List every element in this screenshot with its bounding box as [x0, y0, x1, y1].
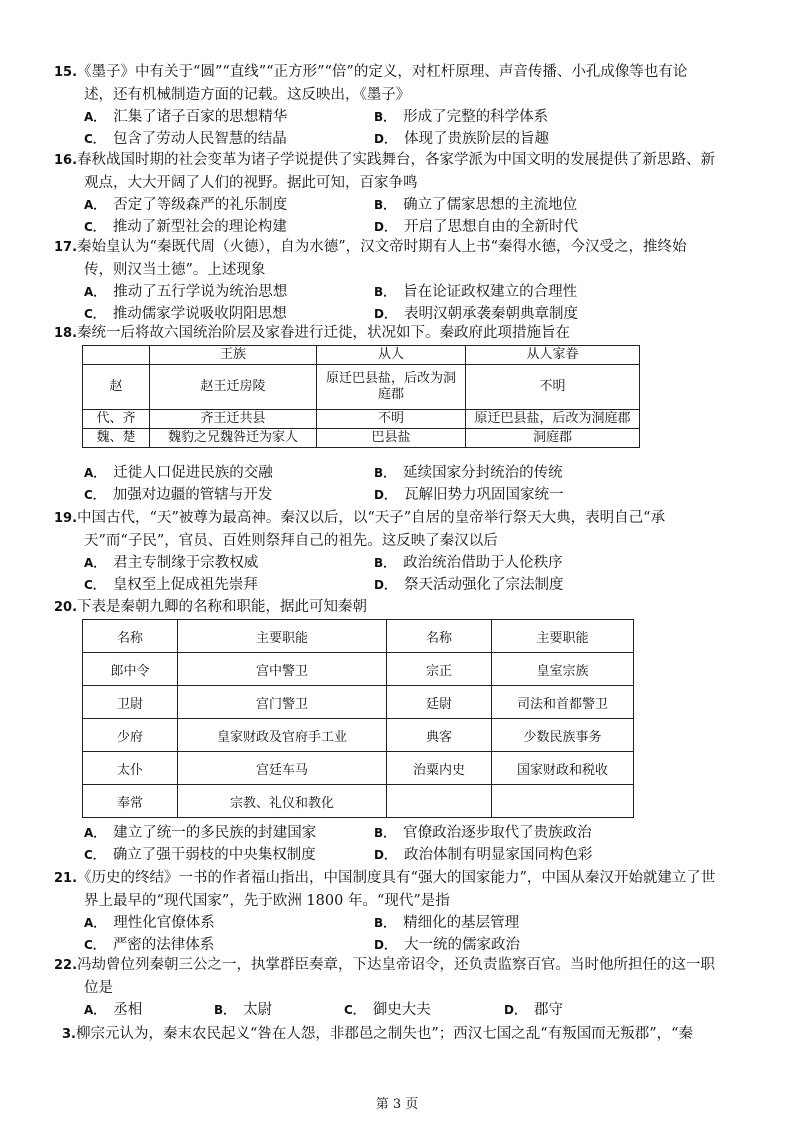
- question-22: [54, 954, 744, 1021]
- table-header-cell: 主要职能: [178, 620, 387, 653]
- question-stem: 21.《历史的终结》一书的作者福山指出，中国制度具有“强大的国家能力”，中国从秦汉开始就建立了世: [54, 870, 716, 886]
- option-c[interactable]: C． 推动儒家学说吸收阴阳思想: [84, 306, 287, 322]
- option-b[interactable]: B． 官僚政治逐步取代了贵族政治: [374, 825, 592, 841]
- question-number: 3.: [62, 1027, 76, 1042]
- question-number: 17.: [54, 240, 78, 255]
- option-c[interactable]: C． 严密的法律体系: [84, 937, 215, 953]
- question-stem-cont: 界上最早的“现代国家”，先于欧洲 1800 年。“现代”是指: [84, 893, 450, 909]
- table-cell: 巴县盐: [317, 429, 466, 448]
- question-23: [62, 1023, 752, 1046]
- table-cell: 洞庭郡: [466, 429, 640, 448]
- table-header-cell: 主要职能: [492, 620, 634, 653]
- table-cell: 治粟内史: [387, 752, 492, 785]
- table-cell: 宗教、礼仪和教化: [178, 785, 387, 818]
- migration-table: [82, 345, 640, 448]
- option-c[interactable]: C． 皇权至上促成祖先崇拜: [84, 577, 258, 593]
- table-cell: 皇家财政及官府手工业: [178, 719, 387, 752]
- table-row: [83, 785, 634, 818]
- table-header-cell: 名称: [387, 620, 492, 653]
- option-a[interactable]: A． 否定了等级森严的礼乐制度: [84, 197, 288, 213]
- table-row: [83, 752, 634, 785]
- table-cell: 国家财政和税收: [492, 752, 634, 785]
- table-cell: 宫中警卫: [178, 653, 387, 686]
- table-cell: [387, 785, 492, 818]
- table-header-cell: 王族: [150, 346, 317, 365]
- table-cell: 魏豹之兄魏咎迁为家人: [150, 429, 317, 448]
- options: [84, 194, 744, 238]
- question-20-options: [54, 822, 744, 866]
- option-c[interactable]: C． 确立了强干弱枝的中央集权制度: [84, 847, 316, 863]
- question-number: 19.: [54, 511, 78, 526]
- table-row: [83, 653, 634, 686]
- options: [84, 822, 744, 866]
- table-cell: 魏、楚: [83, 429, 150, 448]
- table-cell: 不明: [466, 365, 640, 410]
- option-a[interactable]: A． 理性化官僚体系: [84, 915, 215, 931]
- table-cell: 原迁巴县盐，后改为洞庭郡: [466, 410, 640, 429]
- question-19: [54, 507, 744, 596]
- question-18-options: [54, 462, 744, 506]
- table-cell: 少数民族事务: [492, 719, 634, 752]
- question-stem: 17.秦始皇认为“秦既代周（火德），自为水德”，汉文帝时期有人上书“秦得水德，今汉受之，推终始: [54, 239, 687, 255]
- option-d[interactable]: D． 表明汉朝承袭秦朝典章制度: [374, 306, 578, 322]
- question-21: [54, 867, 744, 956]
- option-d[interactable]: D． 祭天活动强化了宗法制度: [374, 577, 564, 593]
- option-b[interactable]: B． 太尉: [214, 1002, 273, 1018]
- table-cell: 郎中令: [83, 653, 178, 686]
- options: [84, 552, 744, 596]
- table-cell: 奉常: [83, 785, 178, 818]
- table-header-cell: 名称: [83, 620, 178, 653]
- option-a[interactable]: A． 丞相: [84, 1002, 143, 1018]
- table-cell: 司法和首都警卫: [492, 686, 634, 719]
- table-row: [83, 410, 640, 429]
- table-cell: 典客: [387, 719, 492, 752]
- question-number: 21.: [54, 871, 78, 886]
- option-b[interactable]: B． 精细化的基层管理: [374, 915, 520, 931]
- page-number: 第 3 页: [375, 1097, 419, 1112]
- question-number: 15.: [54, 65, 78, 80]
- question-number: 18.: [54, 326, 78, 341]
- table-cell: [492, 785, 634, 818]
- table-row: [83, 365, 640, 410]
- options: [84, 281, 744, 325]
- question-20: [54, 596, 744, 619]
- option-b[interactable]: B． 确立了儒家思想的主流地位: [374, 197, 578, 213]
- table-cell: 赵王迁房陵: [150, 365, 317, 410]
- table-cell: 卫尉: [83, 686, 178, 719]
- table-header-row: [83, 346, 640, 365]
- table-row: [83, 429, 640, 448]
- question-18: [54, 322, 744, 345]
- table-cell: 代、齐: [83, 410, 150, 429]
- table-cell: 太仆: [83, 752, 178, 785]
- question-number: 16.: [54, 153, 78, 168]
- option-b[interactable]: B． 形成了完整的科学体系: [374, 109, 549, 125]
- option-d[interactable]: D． 体现了贵族阶层的旨趣: [374, 131, 549, 147]
- option-d[interactable]: D． 大一统的儒家政治: [374, 937, 520, 953]
- question-stem-cont: 位是: [84, 980, 113, 996]
- question-stem: 16.春秋战国时期的社会变革为诸子学说提供了实践舞台，各家学派为中国文明的发展提供了新思路、新: [54, 152, 716, 168]
- question-15: [54, 61, 744, 150]
- question-number: 20.: [54, 600, 78, 615]
- nine-ministers-table: [82, 619, 634, 818]
- option-d[interactable]: D． 政治体制有明显家国同构色彩: [374, 847, 593, 863]
- table-header-cell: 从人: [317, 346, 466, 365]
- table-cell: 宫门警卫: [178, 686, 387, 719]
- table-cell: 齐王迁共县: [150, 410, 317, 429]
- question-16: [54, 149, 744, 238]
- question-number: 22.: [54, 958, 78, 973]
- question-stem-cont: 观点，大大开阔了人们的视野。据此可知，百家争鸣: [84, 175, 418, 191]
- table-cell: 赵: [83, 365, 150, 410]
- table-header-cell: 从人家眷: [466, 346, 640, 365]
- question-stem: 3.柳宗元认为，秦末农民起义“咎在人怨，非郡邑之制失也”；西汉七国之乱“有叛国而无叛郡”，“秦: [62, 1026, 694, 1042]
- option-d[interactable]: D． 瓦解旧势力巩固国家统一: [374, 487, 564, 503]
- option-c[interactable]: C． 加强对边疆的管辖与开发: [84, 487, 273, 503]
- table-cell: 少府: [83, 719, 178, 752]
- table-header-cell: [83, 346, 150, 365]
- options: [84, 106, 744, 150]
- question-stem: 20.下表是秦朝九卿的名称和职能，据此可知秦朝: [54, 599, 368, 615]
- option-b[interactable]: B． 旨在论证政权建立的合理性: [374, 284, 578, 300]
- option-d[interactable]: D． 郡守: [504, 1002, 563, 1018]
- question-stem: 19.中国古代，“天”被尊为最高神。秦汉以后，以“天子”自居的皇帝举行祭天大典，表明自己“承: [54, 510, 666, 526]
- table-cell: 不明: [317, 410, 466, 429]
- question-stem: 15.《墨子》中有关于“圆”“直线”“正方形”“倍”的定义，对杠杆原理、声音传播、小孔成像等也有论: [54, 64, 688, 80]
- table-cell: 宗正: [387, 653, 492, 686]
- table-row: [83, 719, 634, 752]
- option-c[interactable]: C． 御史大夫: [344, 1002, 431, 1018]
- option-b[interactable]: B． 政治统治借助于人伦秩序: [374, 555, 563, 571]
- question-stem-cont: 天”而“子民”，官员、百姓则祭拜自己的祖先。这反映了秦汉以后: [84, 533, 498, 549]
- option-a[interactable]: A． 君主专制缘于宗教权威: [84, 555, 259, 571]
- option-a[interactable]: A． 汇集了诸子百家的思想精华: [84, 109, 288, 125]
- question-17: [54, 236, 744, 325]
- options: [84, 912, 744, 956]
- table-cell: 宫廷车马: [178, 752, 387, 785]
- option-d[interactable]: D． 开启了思想自由的全新时代: [374, 219, 578, 235]
- option-c[interactable]: C． 推动了新型社会的理论构建: [84, 219, 287, 235]
- options: [84, 462, 744, 506]
- options: [84, 999, 744, 1021]
- table-cell: 皇室宗族: [492, 653, 634, 686]
- table-row: [83, 686, 634, 719]
- option-a[interactable]: A． 推动了五行学说为统治思想: [84, 284, 288, 300]
- option-b[interactable]: B． 延续国家分封统治的传统: [374, 465, 563, 481]
- question-stem: 22.冯劫曾位列秦朝三公之一，执掌群臣奏章，下达皇帝诏令，还负责监察百官。当时他所担任的这一职: [54, 957, 716, 973]
- table-cell: 原迁巴县盐，后改为洞庭郡: [317, 365, 466, 410]
- table-header-row: [83, 620, 634, 653]
- question-stem-cont: 述，还有机械制造方面的记载。这反映出，《墨子》: [84, 87, 411, 103]
- question-stem-cont: 传，则汉当土德”。上述现象: [84, 262, 266, 278]
- question-stem: 18.秦统一后将故六国统治阶层及家眷进行迁徙，状况如下。秦政府此项措施旨在: [54, 325, 571, 341]
- option-a[interactable]: A． 建立了统一的多民族的封建国家: [84, 825, 317, 841]
- option-c[interactable]: C． 包含了劳动人民智慧的结晶: [84, 131, 287, 147]
- table-cell: 廷尉: [387, 686, 492, 719]
- option-a[interactable]: A． 迁徙人口促进民族的交融: [84, 465, 273, 481]
